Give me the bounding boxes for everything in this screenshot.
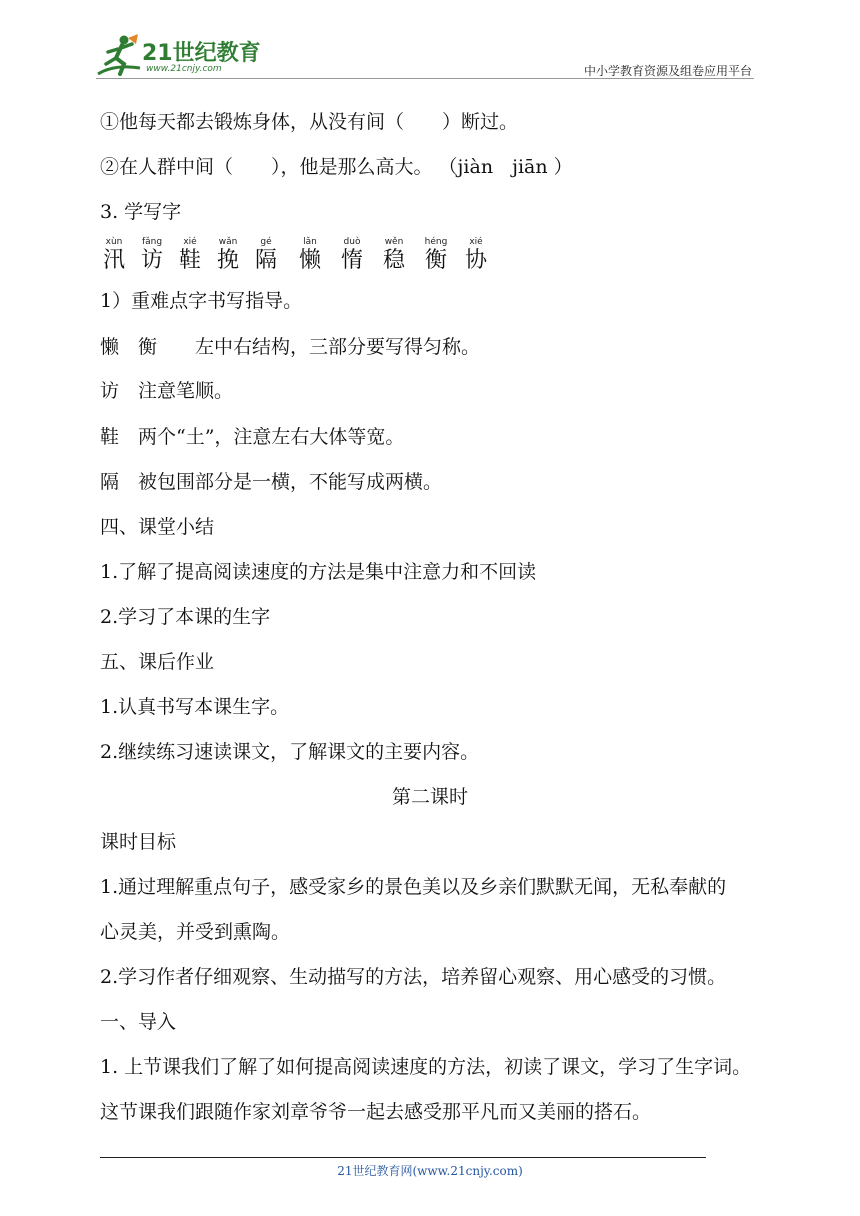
hanzi-item xyxy=(136,236,168,274)
page-header xyxy=(0,0,860,90)
hanzi-char: 稳 xyxy=(382,248,405,273)
hanzi-char: 鞋 xyxy=(178,248,201,273)
pinyin: gé xyxy=(260,237,272,247)
pinyin: xié xyxy=(183,237,197,247)
text-line: ①他每天都去锻炼身体，从没有间（ ）断过。 xyxy=(100,111,519,133)
pinyin: xié xyxy=(469,237,483,247)
text-line: ②在人群中间（ ），他是那么高大。 （jiàn jiān ） xyxy=(100,156,573,178)
text-line: 懒 衡 左中右结构，三部分要写得匀称。 xyxy=(100,336,481,358)
hanzi-item xyxy=(250,236,282,274)
hanzi-item xyxy=(174,236,206,274)
text-line: 1.通过理解重点句子，感受家乡的景色美以及乡亲们默默无闻，无私奉献的 xyxy=(100,876,727,898)
header-divider xyxy=(96,78,754,79)
hanzi-item xyxy=(336,236,368,274)
text-line: 2.学习作者仔细观察、生动描写的方法，培养留心观察、用心感受的习惯。 xyxy=(100,966,727,988)
hanzi-char: 汛 xyxy=(102,248,125,273)
text-line: 2.学习了本课的生字 xyxy=(100,606,271,628)
hanzi-item xyxy=(420,236,452,274)
hanzi-char: 懒 xyxy=(298,248,321,273)
pinyin: wěn xyxy=(384,237,404,247)
hanzi-char: 协 xyxy=(464,248,487,273)
hanzi-item xyxy=(98,236,130,274)
pinyin: xùn xyxy=(105,237,123,247)
text-line: 这节课我们跟随作家刘章爷爷一起去感受那平凡而又美丽的搭石。 xyxy=(100,1101,652,1123)
pinyin: duò xyxy=(343,237,361,247)
text-line: 心灵美，并受到熏陶。 xyxy=(100,921,291,943)
hanzi-char: 挽 xyxy=(216,248,239,273)
hanzi-item xyxy=(294,236,326,274)
text-line: 鞋 两个“土”，注意左右大体等宽。 xyxy=(100,426,405,448)
logo-text: 21世纪教育 xyxy=(142,41,261,66)
pinyin: héng xyxy=(424,237,448,247)
site-logo[interactable] xyxy=(94,34,264,78)
hanzi-item xyxy=(378,236,410,274)
pinyin: lǎn xyxy=(303,237,317,247)
pinyin: fǎng xyxy=(141,237,163,247)
text-line: 2.继续练习速读课文，了解课文的主要内容。 xyxy=(100,741,480,763)
section-heading: 课时目标 xyxy=(100,831,177,853)
hanzi-item xyxy=(460,236,492,274)
pinyin: wǎn xyxy=(218,237,238,247)
section-heading: 五、课后作业 xyxy=(100,651,215,673)
hanzi-char: 访 xyxy=(140,248,163,273)
hanzi-char: 惰 xyxy=(340,248,363,273)
platform-slogan: 中小学教育资源及组卷应用平台 xyxy=(583,64,752,78)
logo-url: www.21cnjy.com xyxy=(146,64,222,74)
text-line: 1. 上节课我们了解了如何提高阅读速度的方法，初读了课文，学习了生字词。 xyxy=(100,1056,752,1078)
hanzi-item xyxy=(212,236,244,274)
section-heading: 一、导入 xyxy=(100,1011,177,1033)
lesson-title: 第二课时 xyxy=(391,786,468,808)
footer-divider xyxy=(100,1157,706,1158)
runner-logo-icon xyxy=(94,34,144,78)
hanzi-char: 隔 xyxy=(254,248,277,273)
text-line: 访 注意笔顺。 xyxy=(100,380,234,402)
section-heading: 四、课堂小结 xyxy=(100,516,215,538)
section-heading: 3. 学写字 xyxy=(100,201,182,223)
footer-link[interactable]: 21世纪教育网(www.21cnjy.com) xyxy=(337,1164,523,1178)
text-line: 1.了解了提高阅读速度的方法是集中注意力和不回读 xyxy=(100,561,537,583)
text-line: 隔 被包围部分是一横，不能写成两横。 xyxy=(100,471,443,493)
text-line: 1.认真书写本课生字。 xyxy=(100,696,290,718)
text-line: 1）重难点字书写指导。 xyxy=(100,290,303,312)
hanzi-char: 衡 xyxy=(424,248,447,273)
